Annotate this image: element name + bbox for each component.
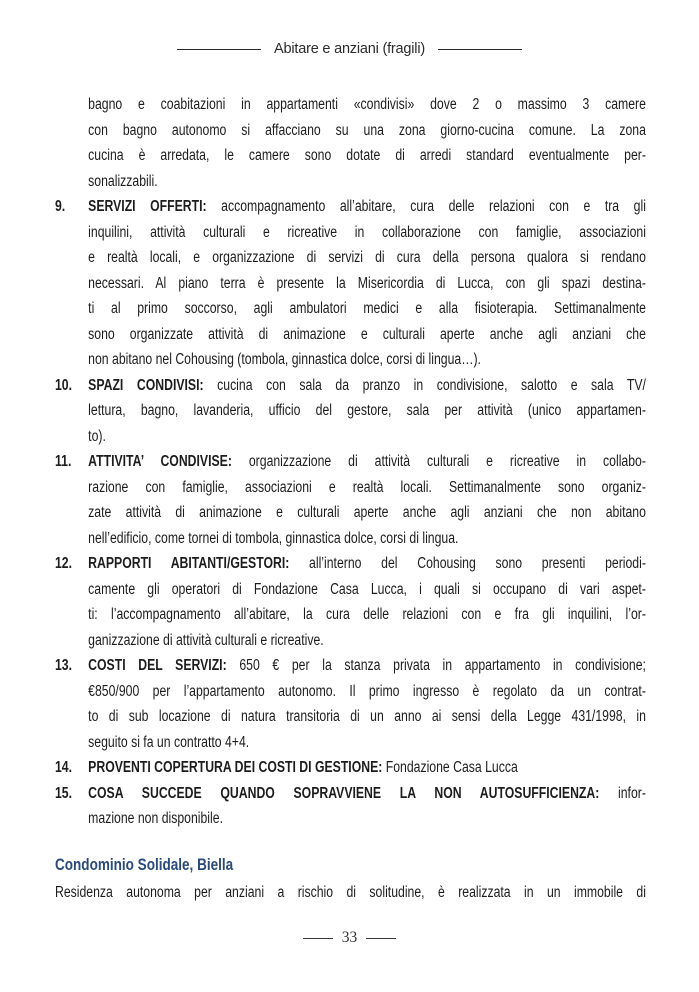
item-number: 13. [55,657,73,674]
running-header-title: Abitare e anziani (fragili) [274,41,425,57]
text-line: zate attività di animazione e culturali aperte anche agli anziani che non abitano [88,504,646,521]
text-line: €850/900 per l’appartamento autonomo. Il primo ingresso è regolato da un contrat- [88,682,646,700]
list-item [55,653,646,755]
list-item [55,781,646,832]
text-line: to di sub locazione di natura transitoria di un anno ai sensi della Legge 431/1998, in [88,708,646,725]
item-number: 9. [55,198,66,215]
item-label: COSTI DEL SERVIZI: [88,657,227,674]
item-number: 12. [55,555,73,572]
text-line: e realtà locali, e organizzazione di servizi di cura della persona qualora si rendano [88,249,646,266]
item-label: PROVENTI COPERTURA DEI COSTI DI GESTIONE: [88,759,383,776]
item-number: 15. [55,784,73,802]
text-line: SERVIZI OFFERTI: accompagnamento all’abitare, cura delle relazioni con e tra gli [88,198,646,215]
text-line: mazione non disponibile. [88,810,223,827]
page-number: 33 [341,929,358,946]
text-line: sono organizzate attività di animazione e culturali aperte anche agli anziani che [88,325,646,343]
text-line: SPAZI CONDIVISI: cucina con sala da pranzo in condivisione, salotto e sala TV/ [88,376,646,394]
list-item [55,551,646,653]
item-label: RAPPORTI ABITANTI/GESTORI: [88,555,290,572]
text-line: ATTIVITA’ CONDIVISE: organizzazione di attività culturali e ricreative in collabo- [88,453,646,470]
text-line: necessari. Al piano terra è presente la Misericordia di Lucca, con gli spazi destina- [88,274,646,292]
item-label: COSA SUCCEDE QUANDO SOPRAVVIENE LA NON AUTOSUFFICIENZA: [88,784,600,802]
section-heading: Condominio Solidale, Biella [55,856,234,874]
header-rule-right [438,49,522,50]
text-line: ti al primo soccorso, agli ambulatori medici e alla fisioterapia. Settimanalmente [88,300,646,317]
text-line: non abitano nel Cohousing (tombola, ginnastica dolce, corsi di lingua…). [88,351,481,368]
text-line: razione con famiglie, associazioni e realtà locali. Settimanalmente sono organiz- [88,478,646,496]
text-line: sonalizzabili. [88,172,158,190]
body-text-block [55,92,646,832]
text-line: to). [88,427,106,445]
list-item [55,194,646,373]
item-number: 10. [55,376,73,394]
text-line: COSA SUCCEDE QUANDO SOPRAVVIENE LA NON AUTOSUFFICIENZA: infor- [88,784,646,802]
text-line: PROVENTI COPERTURA DEI COSTI DI GESTIONE: Fondazione Casa Lucca [88,759,518,776]
list-item [55,373,646,450]
text-line: inquilini, attività culturali e ricreative in collaborazione con famiglie, associazioni [88,223,646,241]
item-label: SERVIZI OFFERTI: [88,198,207,215]
numbered-list [55,194,646,832]
text-line: cucina è arredata, le camere sono dotate di arredi standard eventualmente per- [88,147,646,164]
text-line: con bagno autonomo si affacciano su una zona giorno-cucina comune. La zona [88,121,646,139]
footer-rule-right [366,938,396,939]
page-footer [0,928,699,948]
list-item [55,755,646,781]
footer-rule-left [303,938,333,939]
text-line: seguito si fa un contratto 4+4. [88,733,250,751]
text-line: ganizzazione di attività culturali e ricreative. [88,631,324,649]
text-line: RAPPORTI ABITANTI/GESTORI: all’interno del Cohousing sono presenti periodi- [88,555,646,572]
section-paragraph: Residenza autonoma per anziani a rischio di solitudine, è realizzata in un immobile di [55,884,646,901]
item-number: 11. [55,453,72,470]
text-line: nell’edificio, come tornei di tombola, ginnastica dolce, corsi di lingua. [88,529,459,547]
text-line: bagno e coabitazioni in appartamenti «condivisi» dove 2 o massimo 3 camere [88,96,646,113]
header-rule-left [177,49,261,50]
text-line: COSTI DEL SERVIZI: 650 € per la stanza privata in appartamento in condivisione; [88,657,646,674]
text-line: lettura, bagno, lavanderia, ufficio del gestore, sala per attività (unico appartamen- [88,402,646,419]
intro-paragraph [88,92,646,194]
text-line: ti: l’accompagnamento all’abitare, la cura delle relazioni con e fra gli inquilini, l’or- [88,606,646,623]
list-item [55,449,646,551]
page-header [0,41,699,57]
item-number: 14. [55,759,73,776]
item-label: ATTIVITA’ CONDIVISE: [88,453,232,470]
item-label: SPAZI CONDIVISI: [88,376,204,394]
text-line: camente gli operatori di Fondazione Casa Lucca, i quali si occupano di vari aspet- [88,580,646,598]
